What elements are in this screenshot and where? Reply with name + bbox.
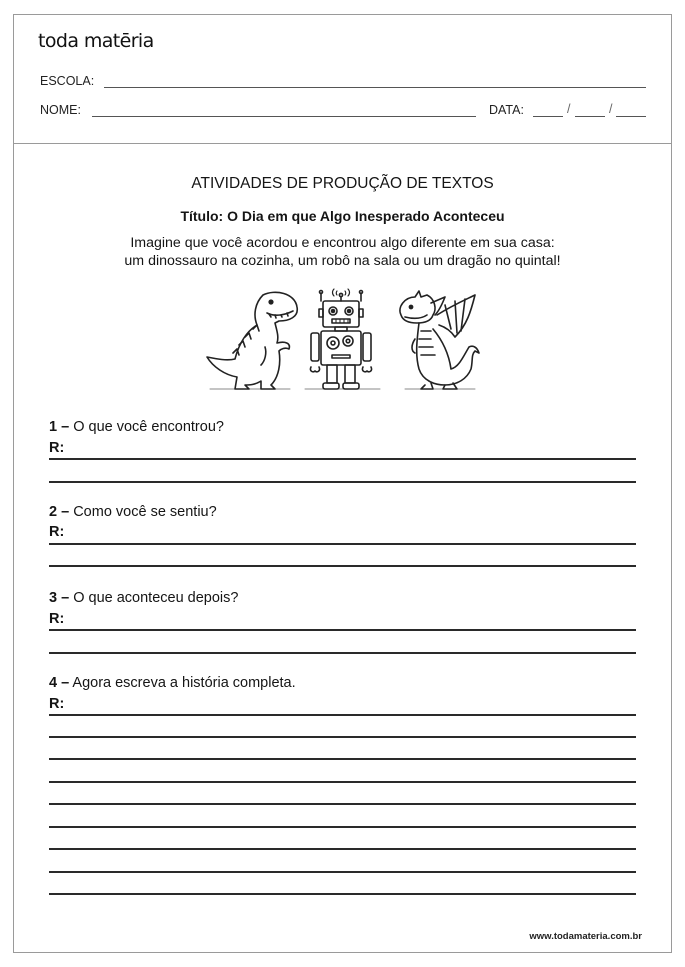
question-number: 3 – — [49, 590, 70, 606]
answer-line[interactable] — [49, 629, 636, 631]
intro-line-2: um dinossauro na cozinha, um robô na sala ou um dragão no quintal! — [124, 253, 561, 269]
answer-line[interactable] — [49, 781, 636, 783]
question-3 — [49, 590, 238, 606]
answer-line[interactable] — [49, 736, 636, 738]
answer-label: R: — [49, 524, 65, 540]
dinosaur-robot-dragon-illustration — [205, 285, 480, 395]
brand-logo: toda matēria — [38, 30, 154, 52]
answer-label: R: — [49, 611, 65, 627]
question-number: 2 – — [49, 504, 70, 520]
date-year-line[interactable] — [616, 116, 646, 117]
answer-line[interactable] — [49, 826, 636, 828]
activity-subtitle: Título: O Dia em que Algo Inesperado Aconteceu — [180, 208, 505, 224]
school-label: ESCOLA: — [40, 74, 95, 88]
question-2 — [49, 504, 217, 520]
name-input-line[interactable] — [92, 116, 476, 117]
page-title: ATIVIDADES DE PRODUÇÃO DE TEXTOS — [191, 175, 494, 192]
question-text: Como você se sentiu? — [69, 504, 217, 520]
name-label: NOME: — [40, 103, 81, 117]
date-separator: / — [567, 102, 571, 116]
answer-line[interactable] — [49, 481, 636, 483]
question-number: 1 – — [49, 419, 70, 435]
answer-line[interactable] — [49, 803, 636, 805]
question-text: O que você encontrou? — [69, 419, 224, 435]
dragon-icon — [400, 291, 479, 389]
answer-line[interactable] — [49, 458, 636, 460]
dinosaur-icon — [207, 292, 297, 389]
answer-line[interactable] — [49, 714, 636, 716]
answer-line[interactable] — [49, 652, 636, 654]
question-number: 4 – — [49, 675, 70, 691]
question-text: Agora escreva a história completa. — [69, 675, 296, 691]
date-month-line[interactable] — [575, 116, 605, 117]
answer-line[interactable] — [49, 758, 636, 760]
date-separator: / — [609, 102, 613, 116]
intro-line-1: Imagine que você acordou e encontrou algo diferente em sua casa: — [130, 235, 555, 251]
answer-line[interactable] — [49, 565, 636, 567]
date-day-line[interactable] — [533, 116, 563, 117]
question-text: O que aconteceu depois? — [69, 590, 239, 606]
answer-line[interactable] — [49, 893, 636, 895]
answer-label: R: — [49, 440, 65, 456]
robot-icon — [310, 289, 371, 389]
date-label: DATA: — [489, 103, 524, 117]
answer-label: R: — [49, 696, 65, 712]
answer-line[interactable] — [49, 871, 636, 873]
answer-line[interactable] — [49, 848, 636, 850]
school-input-line[interactable] — [104, 87, 646, 88]
question-4 — [49, 675, 296, 691]
question-1 — [49, 419, 224, 435]
footer-website-url: www.todamateria.com.br — [529, 931, 642, 942]
answer-line[interactable] — [49, 543, 636, 545]
